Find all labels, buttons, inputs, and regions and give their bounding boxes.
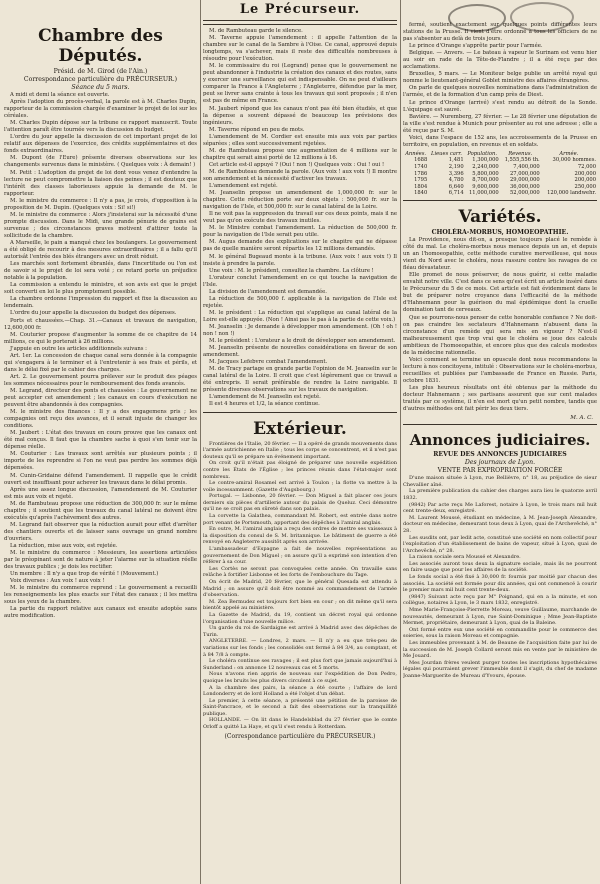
table-cell: 120,000 landwehr. <box>547 190 596 197</box>
paragraph: Une voix : M. le président, consultez la chambre. La clôture ! <box>209 267 374 274</box>
article-signature: M. A. C. <box>570 415 593 422</box>
table-cell: 6,640 <box>448 183 464 190</box>
paragraph: J'appuie en outre les articles additionnels suivans : <box>10 345 147 352</box>
table-cell: 5,800,000 <box>472 170 499 177</box>
paragraph: La partie du rapport relative aux canaux est ensuite adoptée sans autre modification. <box>4 606 197 620</box>
paragraph: Ports et chaussées.—Chap. 31.—Canaux et travaux de navigation, 12,600,000 fr. <box>4 317 197 331</box>
paragraph: Bavière. — Nuremberg, 27 février. — Le 28 février une députation de la ville s'est rendue à Munich pour présenter au roi une adresse ; elle a été reçue par S. M. <box>403 113 597 134</box>
paragraph: M. Jaubert : L'état des travaux en cours prouve que les canaux ont été mal conçus. Il faut que la chambre sache à quoi s'en tenir sur la dépense réelle. <box>4 430 197 451</box>
paragraph: M. Taverne appuie l'amendement : il appelle l'attention de la chambre sur le canal de la Sambre à l'Oise. Ce canal, approuvé depuis longtemps, va s'achever, mais il reste des difficultés nombreuses à résoudre pour l'exécution. <box>203 35 397 63</box>
table-cell: 27,000,000 <box>509 170 540 177</box>
paragraph: On écrit de Madrid, 20 février, que le général Quesada est attendu à Madrid ; on assure qu'il doit être nommé au commandement de l'armée d'observation. <box>203 579 397 599</box>
paragraph: La commission a entendu le ministre, et son avis est que le projet soit converti en loi le plus promptement possible. <box>4 282 197 296</box>
paragraph: M. Augus demande des explications sur le chapitre qui ne dépasse pas de quelle manière seront répartis les 12 millions demandés. <box>203 239 397 253</box>
table-cell: 52,000,000 <box>509 190 540 197</box>
correspondence-note: Correspondance particulière du PRÉCURSEUR.) <box>23 76 178 83</box>
table-row <box>403 184 597 191</box>
paragraph: HOLLANDE. — On lit dans le Handelsblad du 27 février que le comte Orloff a quitté La Haye, et qu'il s'est rendu à Rotterdam. <box>203 717 397 731</box>
article-body-chambre <box>4 92 197 621</box>
paragraph: La corvette la Galathea, commandant M. Robert, est entrée dans notre port venant de Portsmouth, apportant des dépêches à l'amiral anglais. <box>203 513 397 526</box>
paragraph: L'orateur conclut l'amendement en ce qui touche la navigation de l'Isle. <box>203 274 397 288</box>
paragraph: M. Jeanselin : Je demande à développer mon amendement. (Oh ! oh ! non ! non !) <box>203 323 397 338</box>
correspondence-footer: (Correspondance particulière du PRÉCURSEUR.) <box>224 732 376 740</box>
table-header-row <box>403 151 597 158</box>
paragraph: La première publication du cahier des charges aura lieu le quatorze avril 1832. <box>403 488 597 501</box>
article-body-chambre-cont <box>203 28 397 409</box>
paragraph: M. le ministre des finances : Il y a des engagemens pris ; les compagnies ont reçu des avances, et il serait injuste de changer les conditions. <box>4 409 197 430</box>
paragraph: A la chambre des pairs, la séance a été courte ; l'affaire de lord Londonderry et de lord Holland a été l'objet d'un débat. <box>203 684 397 698</box>
paragraph: M. le président : La réduction qui s'applique au canal latéral de la Loire est-elle appuyée. (Non ! Ainsi pas le pas à la partie de cette voix.) <box>203 309 397 323</box>
paragraph: M. le commissaire du roi (Legrand) pense que le gouvernement ne peut abandonner à l'industrie la création des canaux et des routes, sans y exercer une surveillance qui est indispensable. On ne peut d'ailleurs comparer la France à l'Angleterre ; l'Angleterre, défendue par la mer, peut se livrer sans crainte à tous les travaux qui sont proposés ; il n'en est pas de même en France. <box>203 63 397 105</box>
paragraph: Voici, dans l'espace de 152 ans, les accroissements de la Prusse en territoire, en population, en revenus et en soldats. <box>403 134 597 148</box>
article-body-annonces <box>403 475 597 679</box>
paragraph: Mes Jourdan frères veulent purger toutes les inscriptions hypothécaires légales qui pourraient grever l'immeuble dont il s'agit, du chef de madame Joanne-Marguerite de Mureau d'Yvours, épouse. <box>403 659 597 679</box>
paragraph: M. de Rambuteau propose une réduction de 300,000 fr. sur le même chapitre ; il soutient que les travaux du canal latéral ne doivent être exécutés qu'après l'achèvement des autres. <box>4 500 197 521</box>
paragraph: Les marchés sont fortement ébranlés, dans l'incertitude ou l'on est de savoir si le projet de loi sera voté ; ce retard porte un préjudice notable à la population. <box>4 261 197 282</box>
section-rule <box>403 200 597 201</box>
paragraph: M. Legrand fait observer que la réduction aurait pour effet d'arrêter des chantiers ouverts et de laisser sans ouvrage un grand nombre d'ouvriers. <box>4 521 197 542</box>
paragraph: Nous n'avons rien appris de nouveau sur l'expédition de Don Pedro, quoique les bruits les plus divers circulent à ce sujet. <box>203 671 397 684</box>
table-cell: 2,190 <box>448 164 464 171</box>
paragraph: M. le général Bugeaud monte à la tribune. (Aux voix ! aux voix !) Il insiste à prendre la parole. <box>203 253 397 267</box>
section-rule <box>203 412 397 413</box>
annonces-subtitle: REVUE DES ANNONCES JUDICIAIRES <box>433 451 567 459</box>
paragraph: Il est 4 heures et 1/2, la séance continue. <box>209 401 320 408</box>
paragraph: Art. 1er. La concession de chaque canal sera donnée à la compagnie qui s'engagera à le terminer et à l'entretenir à ses frais et périls, et dans le délai fixé par le cahier des charges. <box>4 352 197 373</box>
column-3 <box>403 0 597 884</box>
paragraph: En outre, M. l'amiral anglais a reçu des ordres de mettre ses vaisseaux à la disposition du consul de S. M. britannique. Le bâtiment de guerre a été renvoyé en Angleterre aussitôt après son arrivée. <box>203 526 397 546</box>
table-cell: 6,714 <box>448 190 464 197</box>
table-header-cell: Années. <box>405 150 427 157</box>
table-cell: 8,700,000 <box>472 177 499 184</box>
paragraph: Ont formé entre eux une société en commandite pour le commerce des soieries, sous la raison Moreau et compagnie. <box>403 626 597 640</box>
paragraph: Bruxelles, 5 mars. — Le Moniteur belge publie un arrêté royal qui nomme le lieutenant-général Goblet ministre des affaires étrangères. <box>403 71 597 85</box>
paragraph: M. de Rambuteau demande la parole. (Aux voix ! aux voix !) Il montre son amendement et la nécessité d'activer les travaux. <box>203 168 397 182</box>
paragraph: Il ne voit pas la suppression du travail sur ces deux points, mais il ne veut pas qu'on exécute des travaux inutiles. <box>203 211 397 225</box>
prussia-table <box>403 151 597 197</box>
table-cell: 1795 <box>414 177 428 184</box>
paragraph: M. Taverne répond en peu de mots. <box>209 126 305 133</box>
paragraph: fermé, soutient exactement sur quelques points différentes leurs stations de la Prusse. Il vient d'être ordonné à tous les officiers de ne pas s'absenter au delà de trois jours. <box>403 22 597 43</box>
paragraph: M. Laurent Moussé, étudiant en médecine, à M. Jean-Joseph Alexandre, docteur en médecine, demeurant tous deux à Lyon, quai de l'Archevêché, n° 28. <box>403 514 597 534</box>
table-cell: 30,000 hommes. <box>552 157 596 164</box>
table-row <box>403 157 597 164</box>
article-body-foreign <box>403 22 597 149</box>
table-cell: 4,780 <box>448 177 464 184</box>
table-row <box>403 177 597 184</box>
table-cell: 11,000,000 <box>468 190 499 197</box>
paragraph: M. le ministre du commerce : Messieurs, les assertions articulées par le préopinant sont de nature à jeter l'alarme sur la situation réelle des travaux publics ; je dois les rectifier. <box>4 550 197 571</box>
section-title-exterieur: Extérieur. <box>253 418 347 439</box>
paragraph: D'une maison située à Lyon, rue Bellièvre, n° 18, au préjudice de sieur Chevallier aîné. <box>403 475 597 488</box>
paragraph: La réduction, mise aux voix, est rejetée. <box>10 543 118 549</box>
varietes-subtitle: CHOLÉRA-MORBUS, HOMOEOPATHIE. <box>431 229 569 236</box>
paragraph: M. de Rambuteau garde le silence. <box>209 28 303 34</box>
paragraph: Que se pourrons-nous penser de cette honorable confiance ? Ne doit-on pas craindre les sectateurs d'Hahnemann n'abusent dans la circonstance d'un remède qui sera mis en vigueur ? N'est-il malheureusement que trop vrai que le choléra se joue des calculs ambitieux de l'homoeopathie, et encore plus que des calculs modestes de la médecine rationnelle. <box>403 314 597 356</box>
table-cell: 1786 <box>414 170 428 177</box>
paragraph: L'ordre du jour appelle la discussion de cet important projet de loi relatif aux dépenses de l'exercice, des crédits supplémentaires et des fonds extraordinaires. <box>4 134 197 155</box>
paragraph: M. Jeanselin propose un amendement de 1,000,000 fr. sur le chapitre. Cette réduction porte sur deux objets : 500,000 fr. sur la navigation de l'Isle, et 500,000 fr. sur le canal latéral de la Loire. <box>203 190 397 211</box>
paragraph: M. Jaubert répond que les canaux n'ont pas été bien étudiés, et que la dépense a souvent dépassé de beaucoup les prévisions des ingénieurs. <box>203 105 397 126</box>
paragraph: M. Cunin-Gridaine défend l'amendement. Il rappelle que le crédit ouvert est insuffisant pour achever les travaux dans le délai promis. <box>4 472 197 486</box>
paragraph: M. Jeanselin présente de nouvelles considérations en faveur de son amendement. <box>203 345 397 359</box>
paragraph: M. Couturier : Les travaux sont arrêtés sur plusieurs points ; il importe de les reprendre si l'on ne veut pas perdre les sommes déjà dépensées. <box>4 451 197 472</box>
paragraph: Elle promet de nous préserver, de nous guérir, si cette maladie envahit notre ville. C'est dans ce sens qu'est écrit un article inséré dans le Précurseur du 5 de ce mois. Cet article est fait évidemment dans le but de préparer notre croyance dans l'efficacité de la méthode d'Hahnemann pour la guérison du mal épidémique dont la cruelle domination tant de cerveaux. <box>403 272 597 314</box>
paragraph: Frontières de l'Italie, 20 février. — Il a opéré de grands mouvements dans l'armée autrichienne en Italie ; tous les corps se concentrent, et il n'est pas douteux qu'il se prépare un événement important. <box>203 440 397 460</box>
paragraph: Voici comment se termine un opuscule dont nous recommandons la lecture à nos concitoyens, intitulé : Observations sur le choléra-morbus, recueillies et publiées par l'ambassade de France en Russie. Paris, octobre 1831. <box>403 356 597 384</box>
section-title-annonces: Annonces judiciaires. <box>409 431 591 450</box>
session-date: Séance du 5 mars. <box>71 84 130 91</box>
paragraph: Le prince d'Orange (arrivé) s'est rendu au détroit de la Sonde. L'équipage est sauvé. <box>403 99 597 113</box>
paragraph: Un membre : Il n'y a que trop de vérité ! (Mouvement.) <box>10 571 159 578</box>
paragraph: M. Petit : L'adoption du projet de loi dont vous venez d'entendre la lecture ne peut compromettre la liaison des peines ; il est douteux que l'intérêt des classes laborieuses appuie la demande de M. le rapporteur. <box>4 169 197 197</box>
table-cell: 1,300,000 <box>472 157 499 164</box>
paragraph: On croit qu'il n'était pas éloigné de préparer une nouvelle expédition contre les États de l'Église ; les princes réunis dans l'état-major sont nombreux. <box>203 460 397 480</box>
paragraph: M. Dupont (de l'Eure) présente diverses observations sur les changements survenus dans le ministère. ( Quelques voix : À demain! ) <box>4 155 197 169</box>
section-rule <box>403 424 597 425</box>
paragraph: La raison sociale sera Moussé et Alexandre. <box>409 554 521 561</box>
table-cell: 2,240,000 <box>472 164 499 171</box>
column-1 <box>4 0 197 884</box>
paragraph: M. de Tracy partage en grande partie l'opinion de M. Jeanselin sur le canal latéral de la Loire. Il croit que c'est légèrement que ce travail a été entrepris. Il serait préférable de rendre la Loire navigable. Il présente diverses observations sur les travaux de navigation. <box>203 366 397 394</box>
paragraph: Voix diverses : Aux voix ! aux voix ! <box>10 578 105 585</box>
paragraph: Art. 2. Le gouvernement pourra prélever sur le produit des péages les sommes nécessaires pour le remboursement des fonds avancés. <box>4 373 197 387</box>
paragraph: M. le Ministre combat l'amendement. La réduction de 500,000 fr. pour la navigation de l'Isle serait peu utile. <box>203 225 397 239</box>
table-cell: 1,555,556 th. <box>504 157 540 164</box>
table-cell: 3,396 <box>448 170 464 177</box>
session-president: Présid. de M. Girod (de l'Ain.) <box>53 68 148 75</box>
paragraph: M. le président : L'orateur a le droit de développer son amendement. <box>209 338 396 345</box>
table-cell: 7,400,000 <box>513 164 540 171</box>
table-cell: 1804 <box>414 183 428 190</box>
paragraph: La réduction de 500,000 f. applicable à la navigation de l'Isle est rejetée. <box>203 295 397 309</box>
paragraph: ANGLETERRE. — Londres, 2 mars. — Il n'y a eu que très-peu de variations sur les fonds ; les consolidés ont fermé à 84 3/4, au comptant, et à 84 7/8 à compte. <box>203 638 397 658</box>
table-row <box>403 164 597 171</box>
annonces-source: Des journaux de Lyon. <box>464 459 536 467</box>
paragraph: Les susdits ont, par ledit acte, constitué une société en nom collectif pour l'exploitation d'un établissement de bains de vapeur, situé à Lyon, quai de l'Archevêché, n° 28. <box>403 534 597 554</box>
paragraph: Les immeubles provenant à M. de Beaune de l'acquisition faite par lui de la succession de M. Joseph Collard seront mis en vente par le ministère de Me Jouard. <box>403 640 597 660</box>
paragraph: Les associés auront tous deux la signature sociale, mais ils ne pourront en faire usage que pour les affaires de la société. <box>403 560 597 574</box>
table-cell: 29,000,000 <box>509 177 540 184</box>
paragraph: L'amendement de M. Jeanselin est rejeté. <box>209 394 321 401</box>
annonces-heading: VENTE PAR EXPROPRIATION FORCÉE <box>437 467 563 475</box>
column-2 <box>203 0 397 884</box>
paragraph: M. Couturier propose d'augmenter la somme de ce chapitre de 14 millions, ce qui le porterait à 26 millions. <box>4 331 197 345</box>
paragraph: Le fonds social a été fixé à 30,000 fr. fournis par moitié par chacun des associés. La société est formée pour dix années, qui ont commencé à courir le premier mars mil huit cent trente-deux. <box>403 574 597 594</box>
paragraph: L'amendement est rejeté. <box>209 183 278 190</box>
paragraph: On parle de quelques nouvelles nominations dans l'administration de l'armée, et de la formation d'un camp près de Diest. <box>403 85 597 99</box>
table-header-cell: Armée. <box>559 150 579 157</box>
paragraph: M. Legrand, directeur des ponts et chaussées : Le gouvernement ne peut accepter cet amendement ; les canaux en cours d'exécution ne peuvent être abandonnés à des compagnies. <box>4 387 197 409</box>
paragraph: Les plus heureux résultats ont été obtenus par la méthode du docteur Hahnemann ; ses partisans assurent que sur cent malades traités par ce système, il n'en est mort qu'un petit nombre, tandis que d'autres méthodes ont fait périr les deux tiers. <box>403 384 597 413</box>
paragraph: A Marseille, le pain a manqué chez les boulangers. Le gouvernement a été obligé de recourir à des mesures extraordinaires ; il a fallu qu'il autorisât l'entrée des blés étrangers avec un droit réduit. <box>4 239 197 261</box>
table-header-cell: Population. <box>467 150 497 157</box>
paragraph: La Gazette de Madrid, du 19, contient un décret royal qui ordonne l'organisation d'une nouvelle milice. <box>203 611 397 625</box>
table-cell: 250,000 <box>574 183 596 190</box>
paragraph: M. le ministre du commerce : Alors j'insisterai sur la nécessité d'une prompte discussion. Dans le Midi, une grande pénurie de grains est survenue ; des circonstances graves motivent d'attirer toute la sollicitude de la chambre. <box>4 211 197 239</box>
article-body-exterieur <box>203 441 397 731</box>
table-cell: 1840 <box>414 190 428 197</box>
paragraph: M. de Rambuteau propose une augmentation de 4 millions sur le chapitre qui serait ainsi porté de 12 millions à 16. <box>203 147 397 161</box>
paragraph: A midi et demi la séance est ouverte. <box>10 92 110 98</box>
paragraph: Un garde du roi de Sardaigne est arrivé à Madrid avec des dépêches de Turin. <box>203 625 397 638</box>
column-divider <box>200 0 201 884</box>
paragraph: L'ordre du jour appelle la discussion du budget des dépenses. <box>10 310 177 317</box>
column-divider <box>400 0 401 884</box>
paragraph: Cet article est-il appuyé ? (Oui ! non !) Quelques voix : Oui ! oui ! <box>209 161 385 168</box>
paragraph: La division de l'amendement est demandée. <box>209 288 327 295</box>
paragraph: Portugal. — Lisbonne, 20 février. — Don Miguel a fait placer ces jours derniers six pièces d'artillerie autour du palais de Queluz. Ceci démontre qu'il ne se croit pas en sûreté dans son palais. <box>203 493 397 513</box>
masthead-rule <box>203 20 397 25</box>
paragraph: M. le ministre du commerce : Il n'y a pas, je crois, d'opposition à la proposition de M. Dupin. (Quelques voix : Si! si!) <box>4 197 197 211</box>
table-header-cell: Lieues carr. <box>431 150 462 157</box>
paragraph: Après une assez longue discussion, l'amendement de M. Couturier est mis aux voix et rejeté. <box>4 486 197 500</box>
table-cell: 200,000 <box>574 170 596 177</box>
paragraph: M. Zea Bermudez est toujours fort bien en cour ; on dit même qu'il sera bientôt appelé au ministère. <box>203 598 397 612</box>
paragraph: Le prince d'Orange s'apprête partir pour l'armée. <box>409 43 543 50</box>
paragraph: Les Cortès ne seront pas convoquées cette année. On travaille sans relâche à fortifier Lisbonne et les forts de l'embouchure du Tage. <box>203 565 397 579</box>
table-cell: 1688 <box>414 157 428 164</box>
table-header-cell: Revenus. <box>508 150 533 157</box>
paragraph: Le premier, à cette séance, a présenté une pétition de la paroisse de Saint-Pancrace, et le second a fait des observations sur la tranquillité publique. <box>203 697 397 717</box>
paragraph: La Providence, nous dit-on, a presque toujours placé le remède à côté du mal. Le choléra-morbus nous menace depuis un an, et depuis un an l'homoeopathie, cette méthode curative merveilleuse, qui nous vient du Nord avec le choléra, nous rassure contre les ravages de ce fléau dévastateur. <box>403 237 597 272</box>
paragraph: Mme Marie-Françoise-Pierrette Moreau, veuve Guillaume, marchande de nouveautés, demeurant à Lyon, rue Saint-Dominique ; Mme Jean-Baptiste Mermet, propriétaire, demeurant à Lyon, quai de la Baleine. <box>403 607 597 627</box>
paragraph: (9847) Suivant acte reçu par M° Poignand, qui en a la minute, et son collègue, notaires à Lyon, le 3 mars 1832, enregistré. <box>403 593 597 607</box>
paragraph: La chambre ordonne l'impression du rapport et fixe la discussion au lendemain. <box>4 296 197 310</box>
section-title-chambre: Chambre des Députés. <box>38 26 163 66</box>
table-cell: 72,000 <box>577 164 596 171</box>
paragraph: L'ambassadeur d'Espagne a fait de nouvelles représentations au gouvernement de Don Miguel ; on assure qu'il a exprimé son intention d'en référer à sa cour. <box>203 546 397 566</box>
table-cell: 1740 <box>414 164 428 171</box>
paragraph: Le contre-amiral Rosamel est arrivé à Toulon ; la flotte va mettre à la voile incessamment. (Gazette d'Augsbourg.) <box>203 480 397 493</box>
paragraph: L'amendement de M. Cordier est ensuite mis aux voix par parties séparées ; elles sont successivement rejetées. <box>203 133 397 147</box>
paragraph: Le choléra continue ses ravages ; il est plus fort que jamais aujourd'hui à Sunderland : on annonce 12 nouveaux cas et 5 morts. <box>203 658 397 671</box>
article-body-varietes <box>403 237 597 413</box>
paragraph: Belgique. — Anvers. — Le bateau à vapeur le Surinam est venu hier au soir en rade de la Tête-de-Flandre ; il a été reçu par des acclamations. <box>403 50 597 71</box>
paragraph: M. Charles Dupin dépose sur la tribune ce rapport manuscrit. Toute l'attention paraît être tournée vers la discussion du budget. <box>4 120 197 134</box>
paragraph: M. Jacques Lefebvre combat l'amendement. <box>209 359 328 366</box>
section-title-varietes: Variétés. <box>458 207 542 227</box>
masthead: Le Précurseur. <box>239 2 361 17</box>
table-cell: 36,000,000 <box>509 183 540 190</box>
paragraph: M. le ministre du commerce reprend : Le gouvernement a recueilli les renseignements les plus exacts sur l'état des canaux ; il les mettra sous les yeux de la chambre. <box>4 585 197 606</box>
paragraph: (9842) Par acte reçu Me Laforest, notaire à Lyon, le trois mars mil huit cent trente-deux, enregistré. <box>403 501 597 515</box>
table-row <box>403 190 597 197</box>
table-cell: 1,481 <box>448 157 464 164</box>
paragraph: Après l'adoption du procès-verbal, la parole est à M. Charles Dupin, rapporteur de la commission chargée d'examiner le projet de loi sur les céréales. <box>4 99 197 120</box>
table-cell: 9,600,000 <box>472 183 499 190</box>
table-row <box>403 171 597 178</box>
table-cell: 200,000 <box>574 177 596 184</box>
